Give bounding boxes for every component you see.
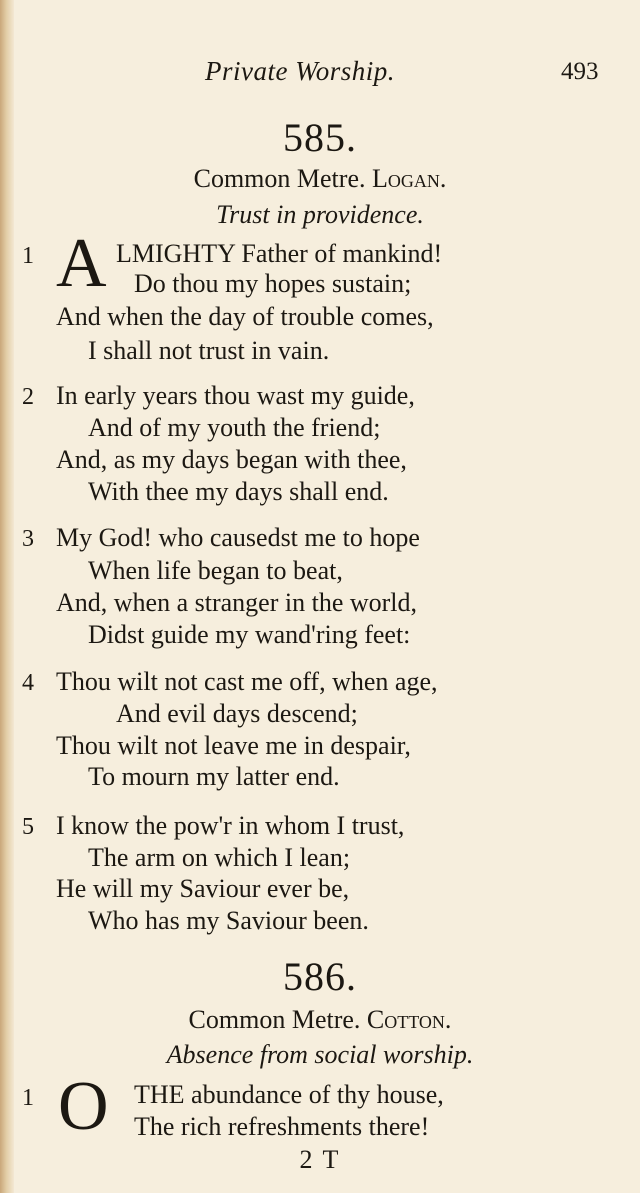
hymn-subject: Trust in providence.	[216, 200, 424, 229]
verse-line: THE abundance of thy house,	[134, 1080, 444, 1109]
verse-number: 1	[22, 1085, 34, 1111]
verse-line: Thou wilt not cast me off, when age,	[56, 667, 438, 696]
verse-line: And when the day of trouble comes,	[56, 302, 434, 331]
page-header	[0, 56, 640, 96]
verse-line: To mourn my latter end.	[88, 762, 340, 791]
meter-label: Common Metre.	[188, 1005, 361, 1034]
verse-line: Thou wilt not leave me in despair,	[56, 731, 411, 760]
drop-cap: O	[58, 1068, 109, 1145]
verse-line: When life began to beat,	[88, 556, 343, 585]
running-head: Private Worship.	[205, 56, 395, 86]
tune-name: Cotton.	[366, 1005, 452, 1034]
page-number: 493	[561, 58, 599, 85]
verse-number: 4	[22, 670, 34, 696]
hymn-meter	[0, 164, 640, 194]
verse-line: And evil days descend;	[116, 699, 358, 728]
verse-number: 5	[22, 814, 34, 840]
drop-cap: A	[56, 225, 107, 302]
hymn-number: 585.	[283, 115, 357, 160]
hymn-number: 586.	[283, 954, 357, 999]
verse-line: Who has my Saviour been.	[88, 906, 369, 935]
verse-line: My God! who causedst me to hope	[56, 523, 420, 552]
meter-label: Common Metre.	[193, 164, 366, 193]
verse-line: LMIGHTY Father of mankind!	[116, 239, 443, 268]
verse-line: He will my Saviour ever be,	[56, 874, 350, 903]
verse-line: With thee my days shall end.	[88, 477, 389, 506]
verse-line: Didst guide my wand'ring feet:	[88, 620, 411, 649]
verse-line: And, as my days began with thee,	[56, 445, 407, 474]
verse-line: The arm on which I lean;	[88, 843, 351, 872]
verse-line: The rich refreshments there!	[134, 1112, 430, 1141]
hymn-meter	[0, 1005, 640, 1035]
verse-line: I shall not trust in vain.	[88, 336, 330, 365]
verse-number: 3	[22, 526, 34, 552]
signature-mark: 2 T	[299, 1145, 341, 1174]
verse-line: I know the pow'r in whom I trust,	[56, 811, 405, 840]
verse-line: And of my youth the friend;	[88, 413, 381, 442]
verse-line: In early years thou wast my guide,	[56, 381, 415, 410]
verse-number: 1	[22, 243, 34, 269]
hymn-subject: Absence from social worship.	[166, 1040, 474, 1069]
verse-number: 2	[22, 384, 34, 410]
verse-line: And, when a stranger in the world,	[56, 588, 418, 617]
tune-name: Logan.	[371, 164, 447, 193]
verse-line: Do thou my hopes sustain;	[134, 269, 412, 298]
